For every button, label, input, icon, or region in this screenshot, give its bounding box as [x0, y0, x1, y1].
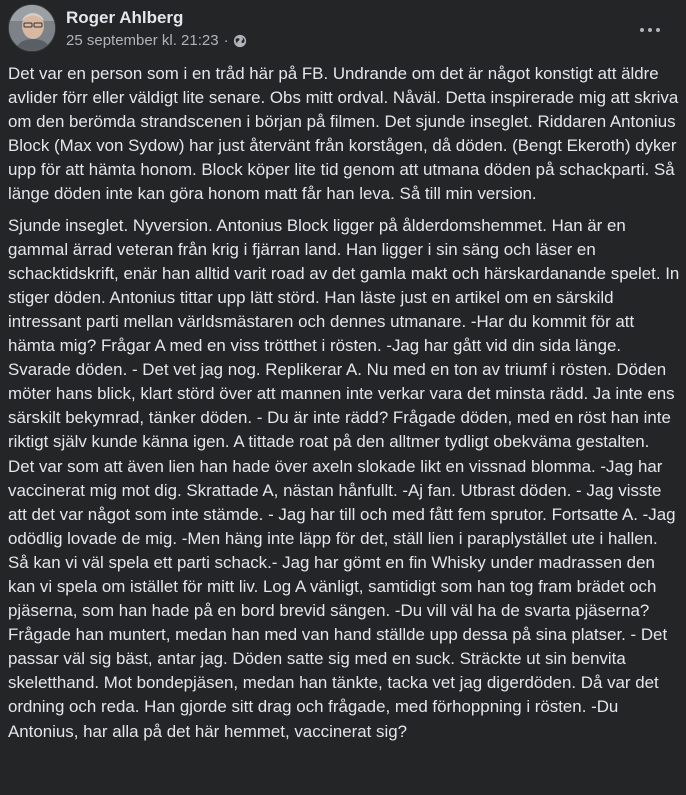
post-header — [8, 4, 686, 56]
post-paragraph: Det var en person som i en tråd här på FB. Undrande om det är något konstigt att äldre avlider förr eller väldigt lite senare. Obs mitt ordval. Nåväl. Detta inspirerade mig att skriva om den berömda strandscenen i början på filmen. Det sjunde inseglet. Riddaren Antonius Block (Max von Sydow) har just återvänt från korstågen, då döden. (Bengt Ekeroth) dyker upp för att hämta honom. Block köper lite tid genom att utmana döden på schackparti. Så länge döden inte kan göra honom matt får han leva. Så till min version. — [8, 64, 679, 204]
post-timestamp[interactable]: 25 september kl. 21:23 — [66, 32, 219, 49]
author-avatar[interactable] — [8, 4, 56, 52]
meta-separator: · — [223, 32, 229, 49]
globe-icon[interactable] — [233, 34, 247, 48]
more-options-icon[interactable] — [634, 16, 666, 44]
avatar-photo — [9, 5, 56, 52]
author-name[interactable]: Roger Ahlberg — [66, 8, 184, 27]
post-paragraph: Sjunde inseglet. Nyversion. Antonius Block ligger på ålderdomshemmet. Han är en gammal ärrad veteran från krig i fjärran land. Han ligger i sin säng och läser en schacktidskrift, enär han alltid varit road av det gamla makt och härskardanande spelet. In stiger döden. Antonius tittar upp lätt störd. Han läste just en artikel om en särskild intressant parti mellan världsmästaren och dennes utmanare. -Har du kommit för att hämta mig? Frågar A med en viss trötthet i rösten. -Jag har gått vid din sida länge. Svarade döden. - Det vet jag nog. Replikerar A. Nu med en ton av triumf i rösten. Döden möter hans blick, klart störd över att mannen inte verkar vara det minsta rädd. Ja inte ens särskilt bekymrad, tänker döden. - Du är inte rädd? Frågade döden, med en röst han inte riktigt själv kunde känna igen. A tittade roat på den alltmer tydligt obekväma gestalten. Det var som att även lien han hade över axeln slokade likt en vissnad blomma. -Jag har vaccinerat mig mot dig. Skrattade A, nästan hånfullt. -Aj fan. Utbrast döden. - Jag visste att det var något som inte stämde. - Jag har till och med fått fem sprutor. Fortsatte A. -Jag odödlig lovade de mig. -Men häng inte läpp för det, ställ lien i paraplystället ute i hallen. Så kan vi väl spela ett parti schack.- Jag har gömt en fin Whisky under madrassen den kan vi spela om istället för mitt liv. Log A vänligt, samtidigt som han tog fram brädet och pjäserna, som han hade på en bord brevid sängen. -Du vill väl ha de svarta pjäserna? Frågade han muntert, medan han med van hand ställde upp dessa på sina platser. - Det passar väl sig bäst, antar jag. Döden satte sig med en suck. Sträckte ut sin benvita skeletthand. Mot bondepjäsen, medan han tänkte, tacka vet jag digerdöden. Då var det ordning och reda. Han gjorde sitt drag och frågade, med förhoppning i rösten. -Du Antonius, har alla på det här hemmet, vaccinerat sig? — [8, 215, 680, 741]
post-meta — [66, 32, 247, 49]
post-body — [8, 62, 680, 744]
